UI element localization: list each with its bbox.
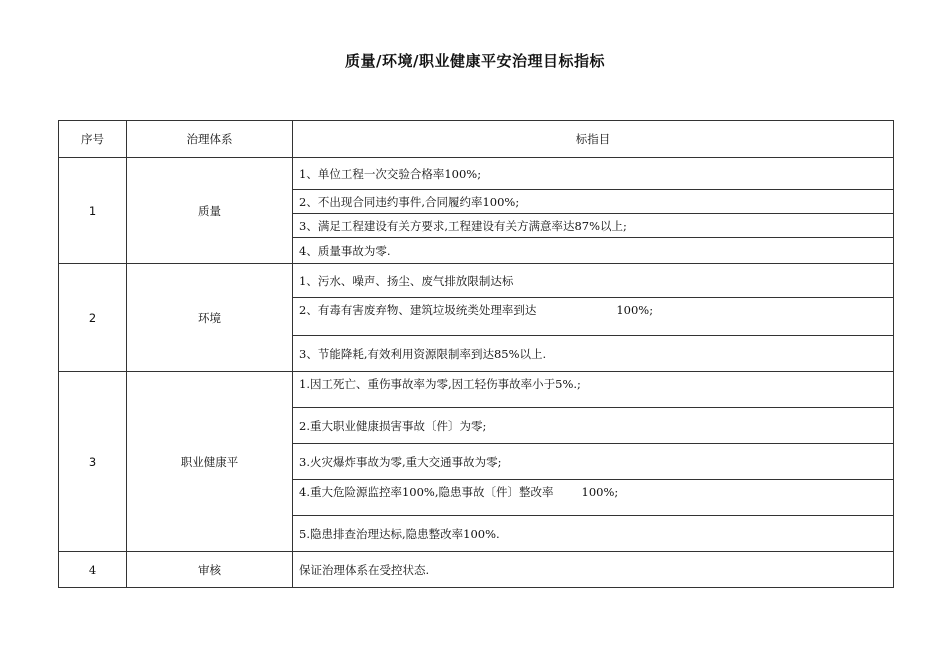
document-title: 质量/环境/职业健康平安治理目标指标: [345, 52, 605, 70]
table-row: [59, 158, 894, 190]
table-row: [59, 372, 894, 408]
table-row: [59, 552, 894, 588]
target-item: 3.火灾爆炸事故为零,重大交通事故为零;: [293, 444, 894, 480]
target-item: 保证治理体系在受控状态.: [293, 552, 894, 588]
row-system: 质量: [127, 158, 293, 264]
row-number: 3: [59, 372, 127, 552]
header-no: 序号: [59, 121, 127, 158]
target-item: [293, 298, 894, 336]
row-system: 环境: [127, 264, 293, 372]
row-number: 4: [59, 552, 127, 588]
table-header-row: [59, 121, 894, 158]
target-item: 4、质量事故为零.: [293, 238, 894, 264]
target-item-text: 4.重大危险源监控率100%,隐患事故〔件〕整改率: [299, 485, 554, 499]
target-item: 5.隐患排查治理达标,隐患整改率100%.: [293, 516, 894, 552]
target-item: 2、不出现合同违约事件,合同履约率100%;: [293, 190, 894, 214]
target-item: 3、满足工程建设有关方要求,工程建设有关方满意率达87%以上;: [293, 214, 894, 238]
target-item-value: 100%;: [616, 303, 654, 317]
target-item: 1.因工死亡、重伤事故率为零,因工轻伤事故率小于5%.;: [293, 372, 894, 408]
target-item-text: 2、有毒有害废弃物、建筑垃圾统类处理率到达: [299, 303, 537, 317]
header-system: 治理体系: [127, 121, 293, 158]
row-number: 2: [59, 264, 127, 372]
target-item: [293, 480, 894, 516]
target-item: 1、单位工程一次交验合格率100%;: [293, 158, 894, 190]
row-number: 1: [59, 158, 127, 264]
table-row: [59, 264, 894, 298]
target-item: 2.重大职业健康损害事故〔件〕为零;: [293, 408, 894, 444]
target-item: 3、节能降耗,有效利用资源限制率到达85%以上.: [293, 336, 894, 372]
row-system: 审核: [127, 552, 293, 588]
target-item: 1、污水、噪声、扬尘、废气排放限制达标: [293, 264, 894, 298]
targets-table: [58, 120, 894, 588]
header-target: 标指目: [293, 121, 894, 158]
row-system: 职业健康平: [127, 372, 293, 552]
target-item-value: 100%;: [581, 485, 619, 499]
